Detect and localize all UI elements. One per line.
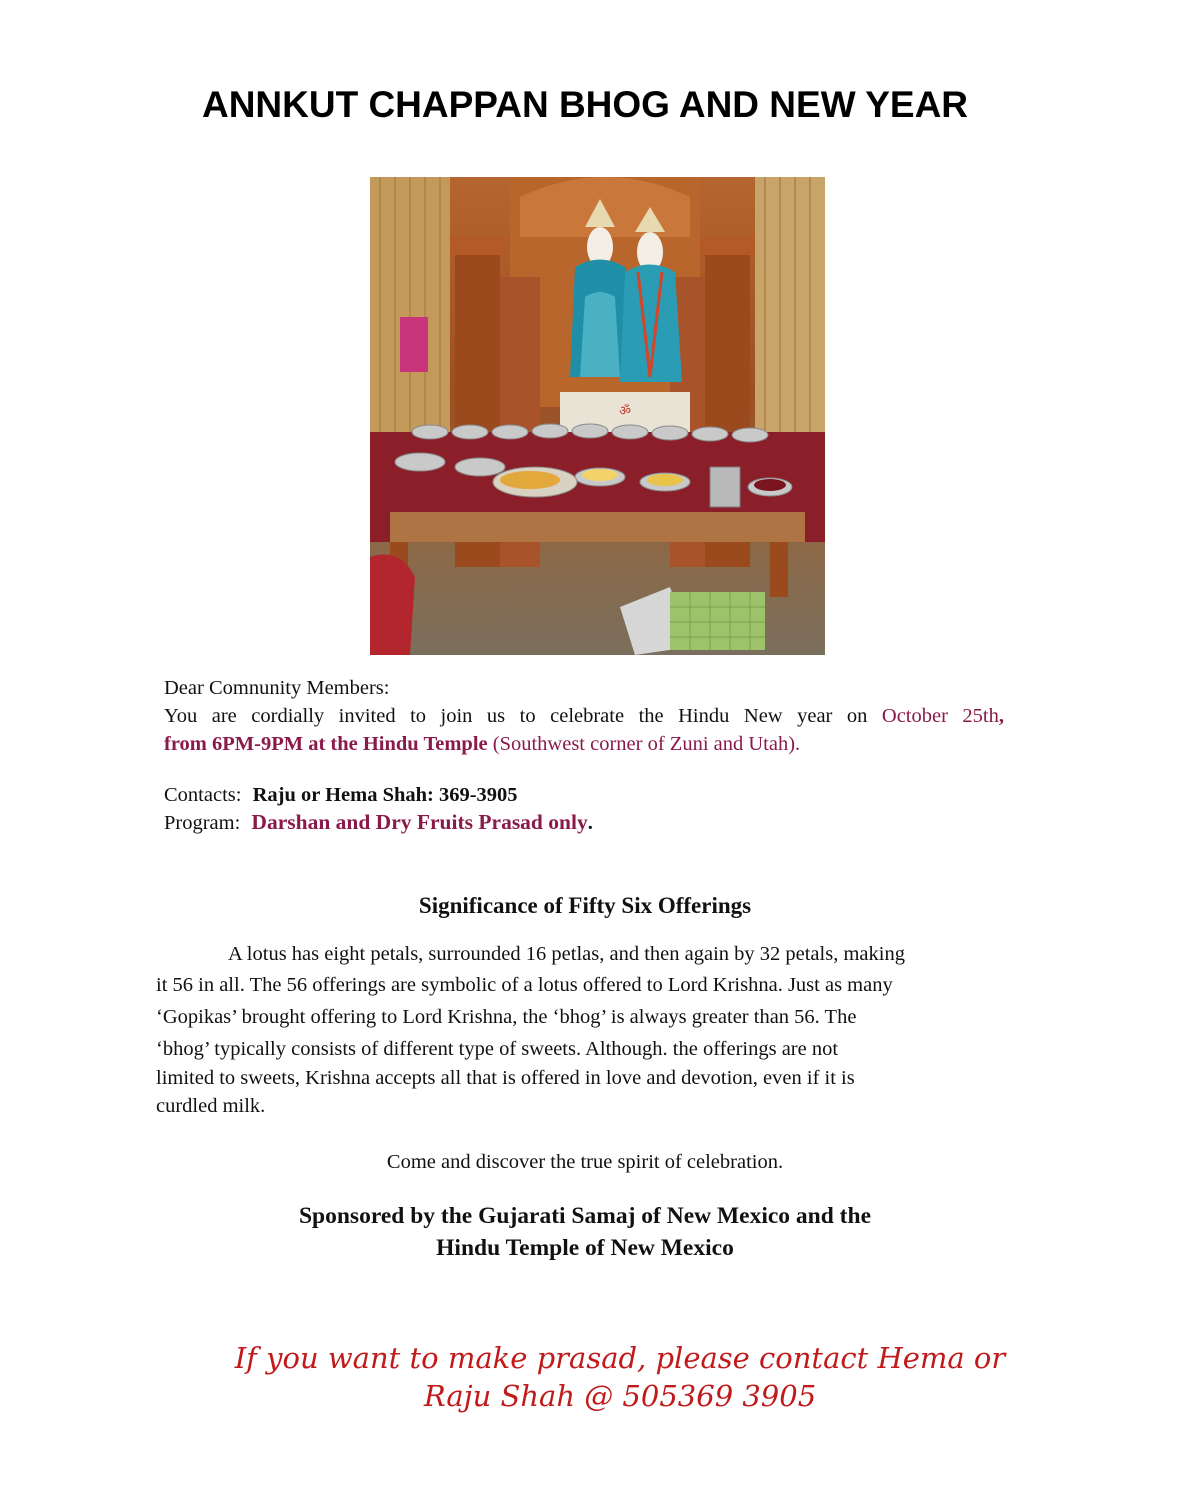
prasad-note-line-1: If you want to make prasad, please contact Hema or xyxy=(234,1341,1006,1375)
program-label: Program: xyxy=(164,812,241,834)
contacts-label: Contacts: xyxy=(164,784,242,806)
significance-line-1: A lotus has eight petals, surrounded 16 petlas, and then again by 32 petals, making xyxy=(228,943,905,965)
svg-text:ॐ: ॐ xyxy=(619,404,631,419)
program-line xyxy=(164,808,593,837)
significance-line-3: ‘Gopikas’ brought offering to Lord Krishna, the ‘bhog’ is always greater than 56. The xyxy=(156,1006,857,1028)
significance-heading: Significance of Fifty Six Offerings xyxy=(418,893,752,918)
sponsor-line-2: Hindu Temple of New Mexico xyxy=(436,1235,734,1261)
event-location: (Southwest corner of Zuni and Utah). xyxy=(487,733,801,755)
letter-greeting: Dear Comnunity Members: xyxy=(164,677,390,699)
invite-line xyxy=(164,702,1004,730)
sponsor-line-1: Sponsored by the Gujarati Samaj of New Mexico and the xyxy=(298,1203,872,1229)
temple-altar-illustration xyxy=(370,177,825,655)
program-period: . xyxy=(587,812,593,834)
event-time-place: from 6PM-9PM at the Hindu Temple xyxy=(164,733,488,755)
contacts-line xyxy=(164,781,518,809)
page-title: ANNKUT CHAPPAN BHOG AND NEW YEAR xyxy=(201,84,969,125)
prasad-note-line-2: Raju Shah @ 505369 3905 xyxy=(423,1379,817,1413)
closing-line: Come and discover the true spirit of celebration. xyxy=(386,1151,784,1173)
significance-line-4: ‘bhog’ typically consists of different type of sweets. Although. the offerings are not xyxy=(156,1038,839,1060)
program-value: Darshan and Dry Fruits Prasad only xyxy=(251,810,588,834)
contacts-value: Raju or Hema Shah: 369-3905 xyxy=(252,784,518,806)
time-place-line xyxy=(164,730,800,758)
significance-line-2: it 56 in all. The 56 offerings are symbolic of a lotus offered to Lord Krishna. Just as many xyxy=(156,974,893,996)
significance-line-5: limited to sweets, Krishna accepts all that is offered in love and devotion, even if it is xyxy=(156,1067,855,1089)
significance-line-6: curdled milk. xyxy=(156,1095,266,1117)
invite-text: You are cordially invited to join us to celebrate the Hindu New year on xyxy=(164,705,882,727)
temple-altar-photo xyxy=(370,177,825,655)
event-date: October 25th xyxy=(881,705,999,727)
date-comma: , xyxy=(998,705,1004,727)
